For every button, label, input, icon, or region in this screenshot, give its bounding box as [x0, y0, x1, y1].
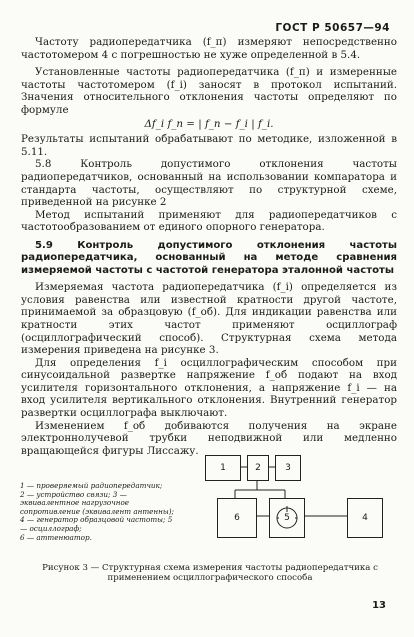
block-4 [347, 498, 383, 538]
figure-3 [0, 446, 414, 596]
paragraph: Измеряемая частота радиопередатчика (f_i) определяется из условия равенства или известной кратности другой частоте, принимаемой за образцовую (f_об). Для индикации равенства или кратности этих частот применяют осциллограф (осциллографический способ). Структурная схема метода измерения приведена на рисунке 3. [21, 281, 397, 357]
block-3 [275, 455, 301, 481]
legend-item: 6 — аттенюатор. [20, 532, 92, 542]
block-label: 2 [255, 463, 261, 473]
page-number: 13 [372, 600, 386, 611]
figure-legend [20, 482, 178, 542]
paragraph: Результаты испытаний обрабатывают по методике, изложенной в 5.11. [21, 133, 397, 158]
paragraph: 5.8 Контроль допустимого отклонения частоты радиопередатчиков, основанный на использовании компаратора и стандарта частоты, осуществляют по структурной схеме, приведенной на рисунке 2 [21, 158, 397, 209]
block-6 [217, 498, 257, 538]
block-label: 3 [285, 463, 291, 473]
standard-header: ГОСТ Р 50657—94 [275, 22, 390, 34]
block-label: 5 [284, 513, 290, 523]
section-heading: 5.9 Контроль допустимого отклонения частоты радиопередатчика, основанный на методе сравнения измеряемой частоты с частотой генератора эталонной частоты [21, 239, 397, 276]
formula: Δf_i f_п = | f_п − f_i | f_i. [144, 117, 274, 130]
legend-item: 1 — проверяемый радиопередатчик; [20, 481, 163, 490]
paragraph: Установленные частоты радиопередатчика (f_п) и измеренные частоты частотомером (f_i) заносят в протокол испытаний. Значения относительного отклонения частоты определяют по формуле [21, 66, 397, 116]
block-label: 6 [234, 513, 240, 523]
figure-caption: Рисунок 3 — Структурная схема измерения частоты радиопередатчика с применением осциллографического способа [42, 563, 378, 584]
paragraph: Частоту радиопередатчика (f_п) измеряют непосредственно частотомером 4 с погрешностью не хуже определенной в 5.4. [21, 36, 397, 61]
legend-item: 2 — устройство связи; 3 — эквивалентное нагрузочное сопротивление (эквивалент антенны); 4 — генератор образцовой частоты; 5 — осциллограф; [20, 489, 174, 533]
block-diagram [195, 446, 395, 551]
block-label: 1 [220, 463, 226, 473]
paragraph: Метод испытаний применяют для радиопередатчиков с частотообразованием от единого опорного генератора. [21, 208, 397, 234]
block-5-oscilloscope [269, 498, 305, 538]
block-label: 4 [362, 513, 368, 523]
block-1 [205, 455, 241, 481]
paragraph: Для определения f_i осциллографическим способом при синусоидальной развертке напряжение f_об подают на вход усилителя горизонтального отклонения, а напряжение f_i — на вход усилителя вертикального отклонения. Внутренний генератор развертки осциллографа выключают. [21, 356, 397, 420]
block-2 [247, 455, 269, 481]
document-body [21, 36, 397, 457]
paragraph: Изменением f_об добиваются получения на экране электроннолучевой трубки неподвижной или медленно вращающейся фигуры Лиссажу. [21, 419, 397, 457]
